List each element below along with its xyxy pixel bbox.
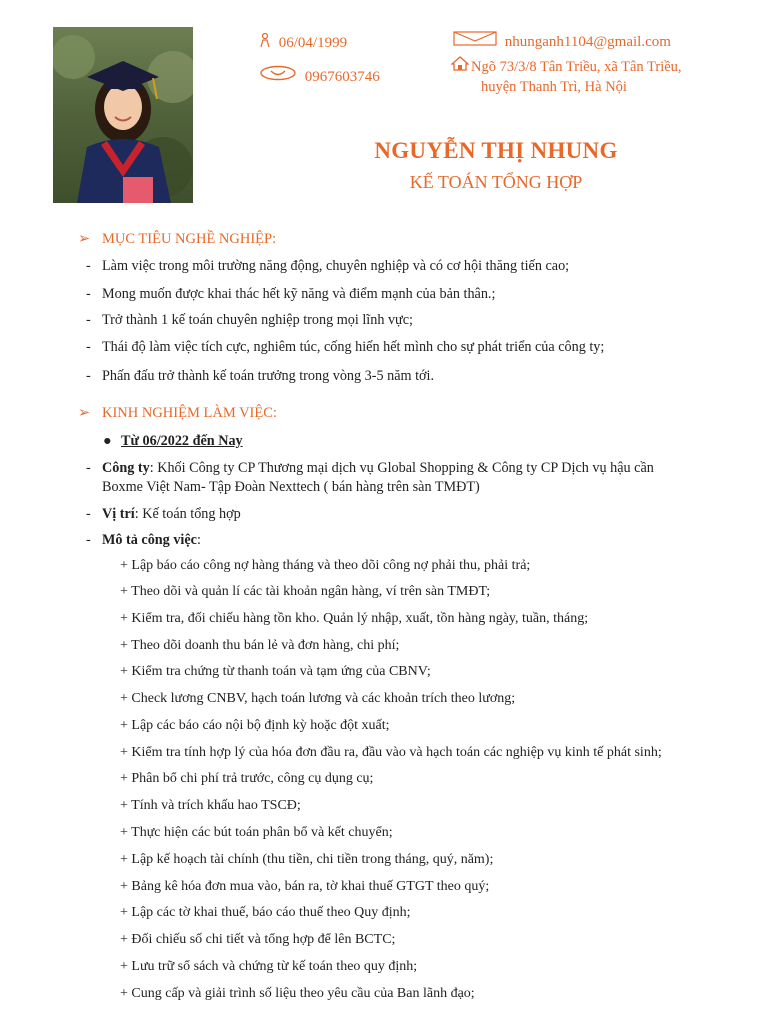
arrow-right-icon: ➢ [78,405,91,421]
address-row [451,56,682,97]
objective-heading: ➢ MỤC TIÊU NGHỀ NGHIỆP: [78,231,277,247]
person-icon [259,33,275,52]
objective-item: - Trở thành 1 kế toán chuyên nghiệp trong mọi lĩnh vực; [86,312,413,328]
task-item: + Theo dõi và quản lí các tài khoản ngân hàng, ví trên sàn TMĐT; [120,584,491,599]
objective-item: - Thái độ làm việc tích cực, nghiêm túc, cống hiến hết mình cho sự phát triển của công ty; [86,339,605,355]
task-item: + Tính và trích khấu hao TSCĐ; [120,798,301,813]
phone-row [259,65,380,86]
description-row: - Mô tả công việc: [86,532,201,548]
task-item: + Lưu trữ sổ sách và chứng từ kế toán theo quy định; [120,959,418,974]
dob-row [259,33,347,52]
task-item: + Cung cấp và giải trình số liệu theo yêu cầu của Ban lãnh đạo; [120,986,475,1001]
objective-item: - Phấn đấu trở thành kế toán trưởng trong vòng 3-5 năm tới. [86,368,435,384]
graduate-portrait-icon [53,27,193,203]
company-row: - Công ty: Khối Công ty CP Thương mại dịch vụ Global Shopping & Công ty CP Dịch vụ hậu cần Boxme Việt Nam- Tập Đoàn Nexttech ( bán hàng trên sàn TMĐT) [86,460,654,495]
dob-value: 06/04/1999 [278,35,348,51]
task-item: + Đối chiếu số chi tiết và tổng hợp để lên BCTC; [120,932,396,947]
phone-icon [259,65,301,86]
task-item: + Bảng kê hóa đơn mua vào, bán ra, tờ khai thuế GTGT theo quý; [120,879,490,894]
email-value: nhunganh1104@gmail.com [504,34,671,50]
task-item: + Lập các báo cáo nội bộ định kỳ hoặc đột xuất; [120,718,390,733]
job-title: KẾ TOÁN TỔNG HỢP [409,172,583,192]
objective-item: - Mong muốn được khai thác hết kỹ năng và điểm mạnh của bản thân.; [86,286,496,302]
task-item: + Thực hiện các bút toán phân bổ và kết chuyển; [120,825,393,840]
task-item: + Lập các tờ khai thuế, báo cáo thuế theo Quy định; [120,905,411,920]
profile-photo [53,27,193,203]
task-item: + Phân bổ chi phí trả trước, công cụ dụng cụ; [120,771,374,786]
task-item: + Kiểm tra tính hợp lý của hóa đơn đầu ra, đầu vào và hạch toán các nghiệp vụ kinh tế phát sinh; [120,745,662,760]
task-item: + Theo dõi doanh thu bán lẻ và đơn hàng, chi phí; [120,638,400,653]
address-line2: huyện Thanh Trì, Hà Nội [481,79,627,95]
task-item: + Lập kế hoạch tài chính (thu tiền, chi tiền trong tháng, quý, năm); [120,852,494,867]
experience-period: ● Từ 06/2022 đến Nay [103,433,243,449]
experience-heading: ➢ KINH NGHIỆM LÀM VIỆC: [78,405,277,421]
task-item: + Check lương CNBV, hạch toán lương và các khoản trích theo lương; [120,691,516,706]
position-row: - Vị trí: Kế toán tổng hợp [86,506,241,522]
full-name: NGUYỄN THỊ NHUNG [374,138,618,163]
task-item: + Kiểm tra, đối chiếu hàng tồn kho. Quản lý nhập, xuất, tồn hàng ngày, tuần, tháng; [120,611,589,626]
home-icon [451,56,471,77]
phone-value: 0967603746 [304,69,380,85]
objective-item: - Làm việc trong môi trường năng động, chuyên nghiệp và có cơ hội thăng tiến cao; [86,258,570,274]
task-item: + Lập báo cáo công nợ hàng tháng và theo dõi công nợ phải thu, phải trả; [120,558,531,573]
address-line1: Ngõ 73/3/8 Tân Triều, xã Tân Triều, [471,59,682,75]
email-icon [453,31,501,51]
email-row [453,31,671,51]
arrow-right-icon: ➢ [78,231,91,247]
bullet-icon: ● [103,433,112,449]
task-item: + Kiểm tra chứng từ thanh toán và tạm ứng của CBNV; [120,664,431,679]
